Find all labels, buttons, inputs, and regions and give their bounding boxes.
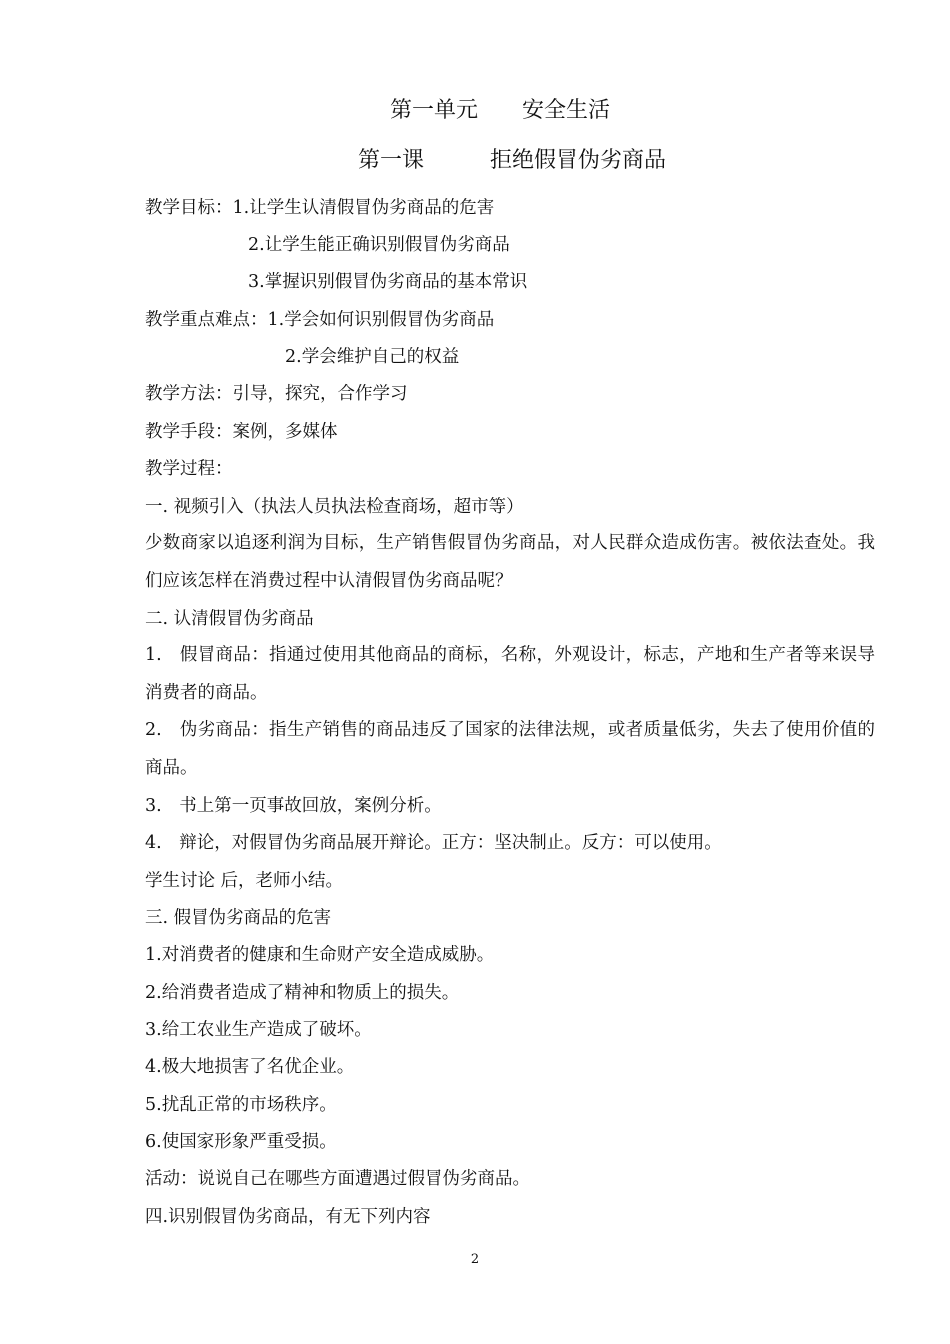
key-points-line-1 (145, 308, 494, 332)
key-point-item: 2.学会维护自己的权益 (285, 347, 460, 367)
section-2-item-3: 3. 书上第一页事故回放，案例分析。 (145, 796, 442, 816)
activity: 活动：说说自己在哪些方面遭遇过假冒伪劣商品。 (145, 1169, 530, 1189)
harm-item: 4.极大地损害了名优企业。 (145, 1057, 355, 1077)
section-2-heading: 二. 认清假冒伪劣商品 (145, 609, 314, 629)
objectives-line-1 (145, 196, 494, 220)
objective-item: 2.让学生能正确识别假冒伪劣商品 (248, 235, 510, 255)
objective-item: 1.让学生认清假冒伪劣商品的危害 (232, 198, 495, 218)
section-1-heading: 一. 视频引入（执法人员执法检查商场，超市等） (145, 497, 524, 517)
section-2-summary: 学生讨论 后，老师小结。 (145, 871, 344, 891)
page-number: 2 (470, 1252, 480, 1267)
teaching-means: 教学手段：案例，多媒体 (145, 422, 338, 442)
lesson-title: 第一课 拒绝假冒伪劣商品 (358, 148, 667, 173)
key-point-item: 1.学会如何识别假冒伪劣商品 (267, 310, 495, 330)
process-label: 教学过程： (145, 459, 233, 479)
section-2-item-1: 1. 假冒商品：指通过使用其他商品的商标，名称，外观设计，标志，产地和生产者等来误导消费者的商品。 (145, 645, 875, 703)
section-3-heading: 三. 假冒伪劣商品的危害 (145, 908, 332, 928)
harm-item: 3.给工农业生产造成了破坏。 (145, 1020, 372, 1040)
unit-title: 第一单元 安全生活 (390, 98, 611, 123)
section-2-item-4: 4. 辩论，对假冒伪劣商品展开辩论。正方：坚决制止。反方：可以使用。 (145, 833, 722, 853)
objectives-label: 教学目标： (145, 198, 233, 218)
section-1-paragraph: 少数商家以追逐利润为目标，生产销售假冒伪劣商品，对人民群众造成伤害。被依法查处。我们应该怎样在消费过程中认清假冒伪劣商品呢？ (145, 533, 875, 591)
harm-item: 5.扰乱正常的市场秩序。 (145, 1095, 337, 1115)
teaching-methods: 教学方法：引导，探究，合作学习 (145, 384, 408, 404)
section-4-heading: 四.识别假冒伪劣商品，有无下列内容 (145, 1207, 431, 1227)
key-points-label: 教学重点难点： (145, 310, 268, 330)
harm-item: 6.使国家形象严重受损。 (145, 1132, 337, 1152)
section-2-item-2: 2. 伪劣商品：指生产销售的商品违反了国家的法律法规，或者质量低劣，失去了使用价值的商品。 (145, 720, 875, 778)
harm-item: 1.对消费者的健康和生命财产安全造成威胁。 (145, 945, 495, 965)
harm-item: 2.给消费者造成了精神和物质上的损失。 (145, 983, 460, 1003)
objective-item: 3.掌握识别假冒伪劣商品的基本常识 (248, 272, 528, 292)
